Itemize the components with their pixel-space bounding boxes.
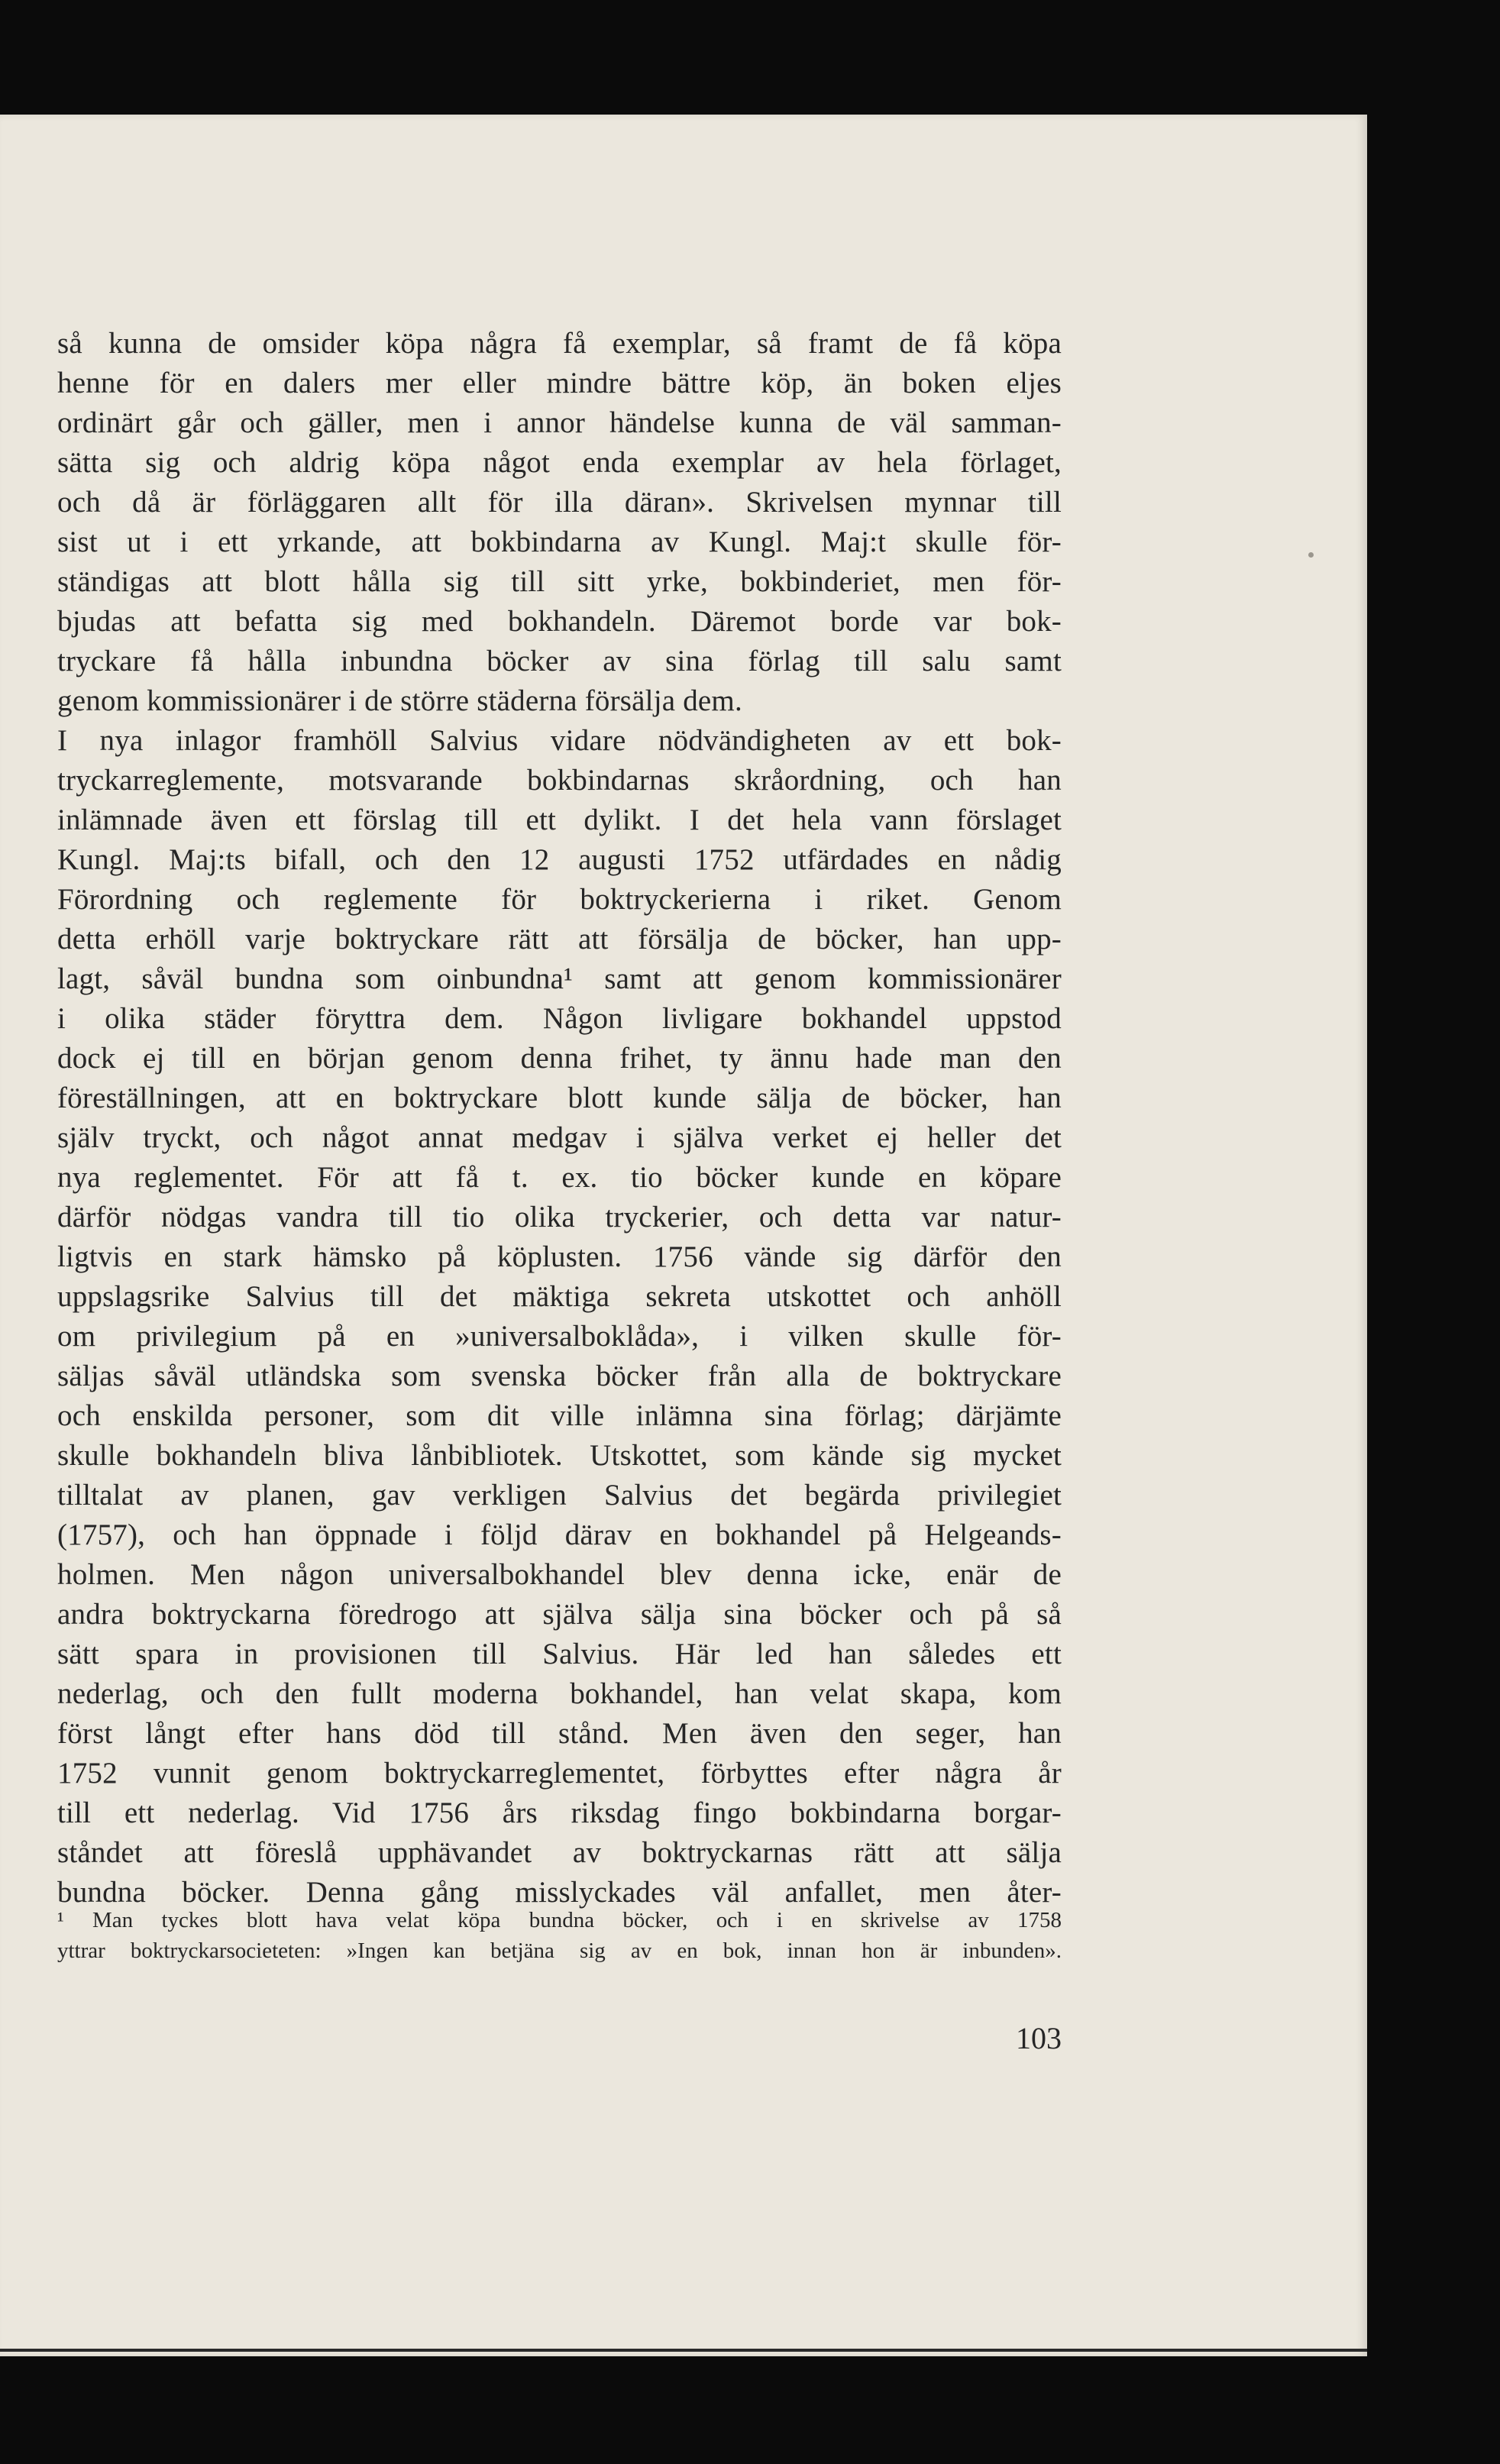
text-line: om privilegium på en »universalboklåda», i vilken skulle för-	[57, 1320, 1062, 1353]
text-line: 1752 vunnit genom boktryckarreglementet, förbyttes efter några år	[57, 1757, 1062, 1790]
text-line: genom kommissionärer i de större städerna försälja dem.	[57, 684, 742, 717]
text-line: själv tryckt, och något annat medgav i själva verket ej heller det	[57, 1121, 1062, 1154]
text-line: och då är förläggaren allt för illa däran». Skrivelsen mynnar till	[57, 486, 1062, 519]
text-line: ligtvis en stark hämsko på köplusten. 1756 vände sig därför den	[57, 1240, 1062, 1273]
text-line: så kunna de omsider köpa några få exemplar, så framt de få köpa	[57, 327, 1062, 360]
text-line: i olika städer föryttra dem. Någon livligare bokhandel uppstod	[57, 1002, 1062, 1035]
text-line: nederlag, och den fullt moderna bokhandel, han velat skapa, kom	[57, 1677, 1062, 1710]
text-line: tryckarreglemente, motsvarande bokbindarnas skråordning, och han	[57, 764, 1062, 797]
text-line: skulle bokhandeln bliva lånbibliotek. Utskottet, som kände sig mycket	[57, 1439, 1062, 1472]
text-line: tryckare få hålla inbundna böcker av sina förlag till salu samt	[57, 645, 1062, 677]
text-line: Förordning och reglemente för boktryckerierna i riket. Genom	[57, 883, 1062, 916]
text-line: bundna böcker. Denna gång misslyckades väl anfallet, men åter-	[57, 1876, 1062, 1909]
page-number: 103	[1016, 2021, 1062, 2055]
text-line: ordinärt går och gäller, men i annor händelse kunna de väl samman-	[57, 406, 1062, 439]
text-line: uppslagsrike Salvius till det mäktiga sekreta utskottet och anhöll	[57, 1280, 1062, 1313]
text-line: detta erhöll varje boktryckare rätt att försälja de böcker, han upp-	[57, 923, 1062, 956]
book-page	[0, 115, 1367, 2356]
margin-speck	[1308, 552, 1314, 558]
text-line: I nya inlagor framhöll Salvius vidare nödvändigheten av ett bok-	[57, 724, 1062, 757]
text-line: henne för en dalers mer eller mindre bättre köp, än boken eljes	[57, 367, 1062, 399]
text-line: ständigas att blott hålla sig till sitt yrke, bokbinderiet, men för-	[57, 565, 1062, 598]
text-line: först långt efter hans död till stånd. Men även den seger, han	[57, 1717, 1062, 1750]
text-line: sätt spara in provisionen till Salvius. Här led han således ett	[57, 1638, 1062, 1670]
text-line: bjudas att befatta sig med bokhandeln. Däremot borde var bok-	[57, 605, 1062, 638]
text-line: till ett nederlag. Vid 1756 års riksdag fingo bokbindarna borgar-	[57, 1796, 1062, 1829]
text-line: och enskilda personer, som dit ville inlämna sina förlag; därjämte	[57, 1399, 1062, 1432]
footnote-line: ¹ Man tyckes blott hava velat köpa bundna böcker, och i en skrivelse av 1758	[57, 1908, 1062, 1932]
text-line: ståndet att föreslå upphävandet av boktryckarnas rätt att sälja	[57, 1836, 1062, 1869]
text-line: lagt, såväl bundna som oinbundna¹ samt att genom kommissionärer	[57, 962, 1062, 995]
text-line: andra boktryckarna föredrogo att själva sälja sina böcker och på så	[57, 1598, 1062, 1631]
text-line: (1757), och han öppnade i följd därav en bokhandel på Helgeands-	[57, 1518, 1062, 1551]
text-line: nya reglementet. För att få t. ex. tio böcker kunde en köpare	[57, 1161, 1062, 1194]
text-line: Kungl. Maj:ts bifall, och den 12 augusti 1752 utfärdades en nådig	[57, 843, 1062, 876]
text-line: holmen. Men någon universalbokhandel blev denna icke, enär de	[57, 1558, 1062, 1591]
text-line: föreställningen, att en boktryckare blott kunde sälja de böcker, han	[57, 1082, 1062, 1114]
page-bottom-edge	[0, 2349, 1367, 2352]
footnote-line: yttrar boktryckarsocieteten: »Ingen kan betjäna sig av en bok, innan hon är inbunden».	[57, 1939, 1062, 1963]
footnote	[57, 1905, 1062, 1966]
text-line: tilltalat av planen, gav verkligen Salvius det begärda privilegiet	[57, 1479, 1062, 1512]
text-line: sist ut i ett yrkande, att bokbindarna av Kungl. Maj:t skulle för-	[57, 525, 1062, 558]
text-line: därför nödgas vandra till tio olika tryckerier, och detta var natur-	[57, 1201, 1062, 1234]
text-line: inlämnade även ett förslag till ett dylikt. I det hela vann förslaget	[57, 804, 1062, 836]
text-line: sätta sig och aldrig köpa något enda exemplar av hela förlaget,	[57, 446, 1062, 479]
body-text	[57, 324, 1062, 1913]
text-line: säljas såväl utländska som svenska böcker från alla de boktryckare	[57, 1360, 1062, 1392]
text-line: dock ej till en början genom denna frihet, ty ännu hade man den	[57, 1042, 1062, 1075]
